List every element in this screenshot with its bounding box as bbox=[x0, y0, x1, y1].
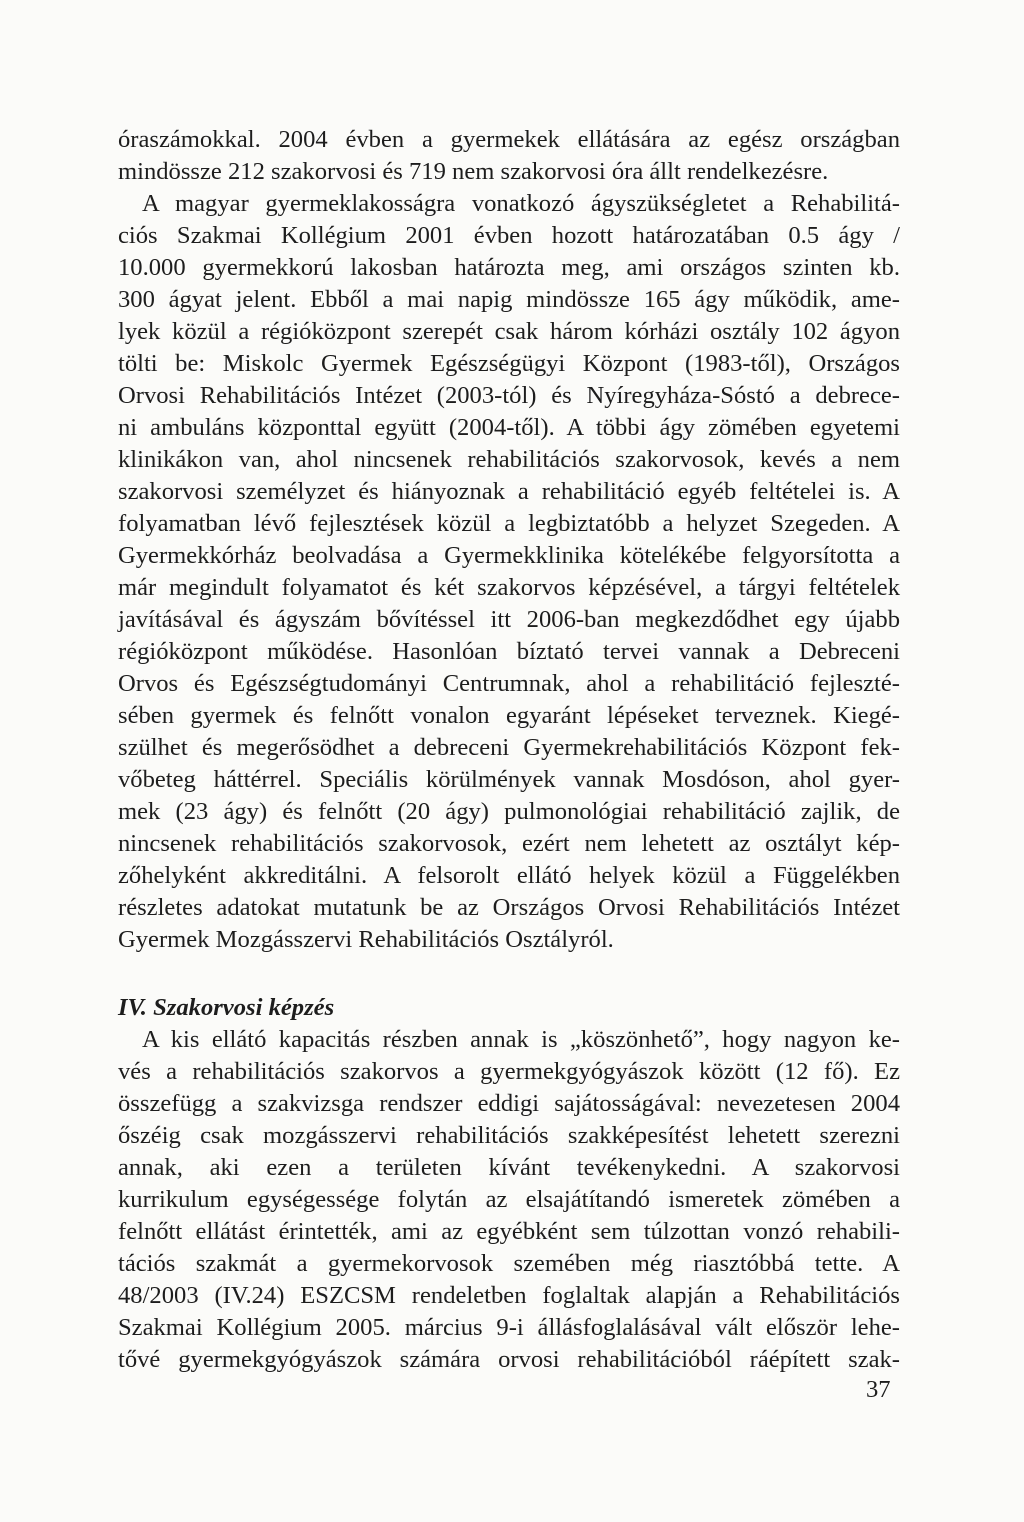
text-line: Gyermekkórház beolvadása a Gyermekklinika kötelékébe felgyorsította a bbox=[118, 542, 900, 569]
text-line: javításával és ágyszám bővítéssel itt 2006-ban megkezdődhet egy újabb bbox=[118, 606, 900, 633]
text-line: ciós Szakmai Kollégium 2001 évben hozott határozatában 0.5 ágy / bbox=[118, 222, 900, 249]
text-line: részletes adatokat mutatunk be az Országos Orvosi Rehabilitációs Intézet bbox=[118, 894, 900, 921]
text-line: nincsenek rehabilitációs szakorvosok, ezért nem lehetett az osztályt kép- bbox=[118, 830, 900, 857]
text-line: kurrikulum egységessége folytán az elsajátítandó ismeretek zömében a bbox=[118, 1186, 900, 1213]
text-line: Szakmai Kollégium 2005. március 9-i állásfoglalásával vált először lehe- bbox=[118, 1314, 900, 1341]
text-line: óraszámokkal. 2004 évben a gyermekek ellátására az egész országban bbox=[118, 126, 900, 153]
text-line: 48/2003 (IV.24) ESZCSM rendeletben foglaltak alapján a Rehabilitációs bbox=[118, 1282, 900, 1309]
text-line: felnőtt ellátást érintették, ami az egyébként sem túlzottan vonzó rehabili- bbox=[118, 1218, 900, 1245]
text-line: mindössze 212 szakorvosi és 719 nem szakorvosi óra állt rendelkezésre. bbox=[118, 158, 829, 185]
text-line: Gyermek Mozgásszervi Rehabilitációs Osztályról. bbox=[118, 926, 614, 953]
page-number: 37 bbox=[866, 1376, 891, 1403]
text-line: folyamatban lévő fejlesztések közül a legbiztatóbb a helyzet Szegeden. A bbox=[118, 510, 900, 537]
text-line: szülhet és megerősödhet a debreceni Gyermekrehabilitációs Központ fek- bbox=[118, 734, 900, 761]
text-line: tővé gyermekgyógyászok számára orvosi rehabilitációból ráépített szak- bbox=[118, 1346, 900, 1373]
section-heading: IV. Szakorvosi képzés bbox=[118, 994, 335, 1021]
text-line: mek (23 ágy) és felnőtt (20 ágy) pulmonológiai rehabilitáció zajlik, de bbox=[118, 798, 900, 825]
text-line: már megindult folyamatot és két szakorvos képzésével, a tárgyi feltételek bbox=[118, 574, 900, 601]
text-line: szakorvosi személyzet és hiányoznak a rehabilitáció egyéb feltételei is. A bbox=[118, 478, 900, 505]
text-line: lyek közül a régióközpont szerepét csak három kórházi osztály 102 ágyon bbox=[118, 318, 900, 345]
text-line: tölti be: Miskolc Gyermek Egészségügyi Központ (1983-től), Országos bbox=[118, 350, 900, 377]
text-line: vőbeteg háttérrel. Speciális körülmények vannak Mosdóson, ahol gyer- bbox=[118, 766, 900, 793]
text-line: A kis ellátó kapacitás részben annak is „köszönhető”, hogy nagyon ke- bbox=[142, 1026, 900, 1053]
text-line: 300 ágyat jelent. Ebből a mai napig mindössze 165 ágy működik, ame- bbox=[118, 286, 900, 313]
text-line: ni ambuláns központtal együtt (2004-től). A többi ágy zömében egyetemi bbox=[118, 414, 900, 441]
text-line: zőhelyként akkreditálni. A felsorolt ellátó helyek közül a Függelékben bbox=[118, 862, 900, 889]
text-line: régióközpont működése. Hasonlóan bíztató tervei vannak a Debreceni bbox=[118, 638, 900, 665]
text-line: A magyar gyermeklakosságra vonatkozó ágyszükségletet a Rehabilitá- bbox=[142, 190, 900, 217]
text-line: tációs szakmát a gyermekorvosok szemében még riasztóbbá tette. A bbox=[118, 1250, 900, 1277]
body-text bbox=[118, 124, 900, 1376]
text-line: őszéig csak mozgásszervi rehabilitációs szakképesítést lehetett szerezni bbox=[118, 1122, 900, 1149]
text-line: Orvosi Rehabilitációs Intézet (2003-tól) és Nyíregyháza-Sóstó a debrece- bbox=[118, 382, 900, 409]
text-line: 10.000 gyermekkorú lakosban határozta meg, ami országos szinten kb. bbox=[118, 254, 900, 281]
text-line: annak, aki ezen a területen kívánt tevékenykedni. A szakorvosi bbox=[118, 1154, 900, 1181]
section-spacer bbox=[118, 956, 900, 992]
text-line: sében gyermek és felnőtt vonalon egyaránt lépéseket terveznek. Kiegé- bbox=[118, 702, 900, 729]
text-line: klinikákon van, ahol nincsenek rehabilitációs szakorvosok, kevés a nem bbox=[118, 446, 900, 473]
text-line: összefügg a szakvizsga rendszer eddigi sajátosságával: nevezetesen 2004 bbox=[118, 1090, 900, 1117]
text-line: vés a rehabilitációs szakorvos a gyermekgyógyászok között (12 fő). Ez bbox=[118, 1058, 900, 1085]
text-line: Orvos és Egészségtudományi Centrumnak, ahol a rehabilitáció fejleszté- bbox=[118, 670, 900, 697]
